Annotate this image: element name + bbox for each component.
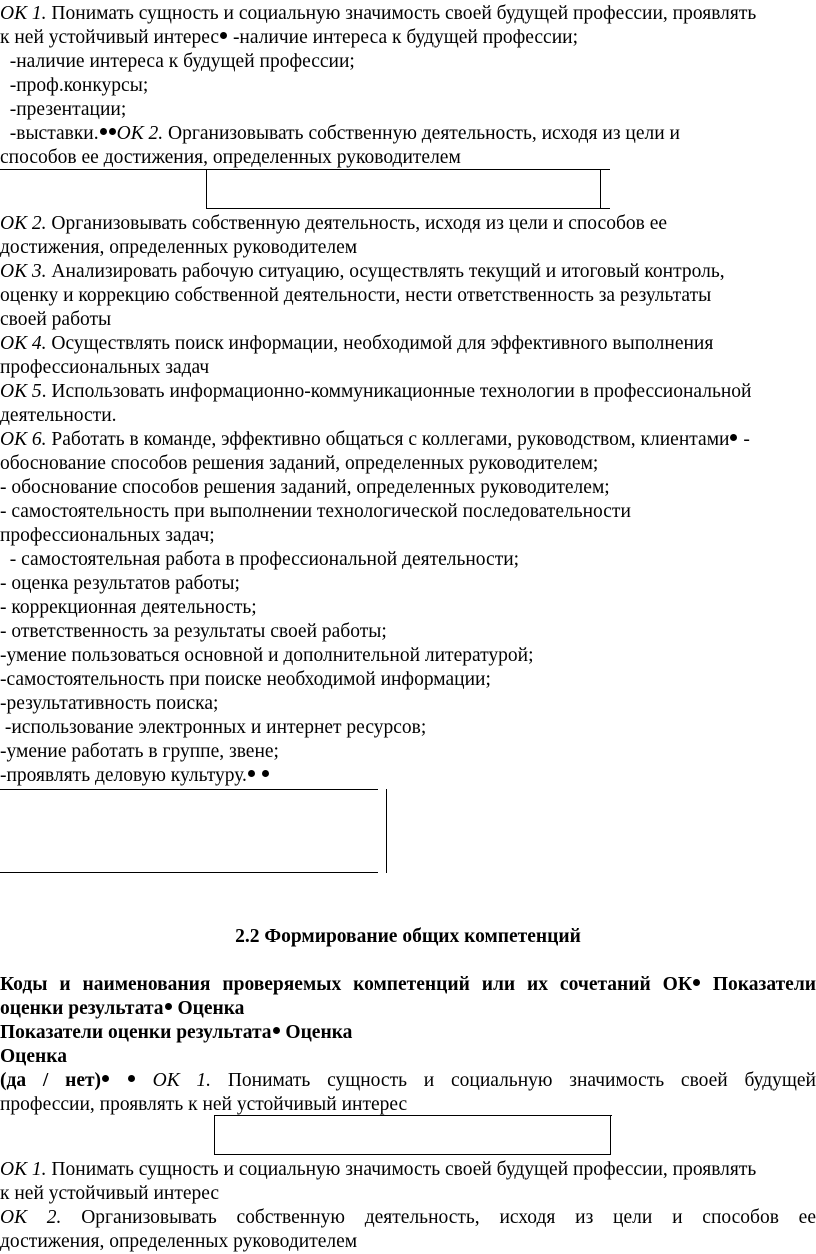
list-item: -самостоятельность при поиске необходимой информации; (0, 669, 491, 690)
ok3-line: ОК 3. Анализировать рабочую ситуацию, осуществлять текущий и итоговый контроль, (0, 261, 725, 282)
paragraph-line: оценку и коррекцию собственной деятельности, нести ответственность за результаты (0, 285, 712, 306)
table-rule (206, 169, 207, 209)
table-rule (0, 169, 610, 170)
ok1-code: ОК 1. (0, 3, 47, 24)
list-item: - самостоятельная работа в профессиональной деятельности; (0, 549, 520, 570)
table-header-line: оценки результата Оценка (0, 998, 245, 1019)
list-item: - оценка результатов работы; (0, 573, 240, 594)
ok1-line (0, 2, 756, 26)
list-item: -проф.конкурсы; (0, 75, 149, 96)
list-item: -наличие интереса к будущей профессии; (0, 51, 355, 72)
bullet-icon (128, 1075, 135, 1082)
ok1-line: (да / нет) ОК 1. Понимать сущность и социальную значимость своей будущей (0, 1070, 816, 1091)
table-rule (600, 169, 601, 209)
paragraph-line: способов ее достижения, определенных руководителем (0, 147, 461, 168)
bullet-icon (220, 32, 227, 39)
table-rule (214, 1154, 611, 1155)
ok2-line: ОК 2. Организовывать собственную деятельность, исходя из цели и способов ее (0, 1207, 816, 1228)
paragraph-line: деятельности. (0, 405, 117, 426)
bullet-icon (100, 128, 107, 135)
list-item: -проявлять деловую культуру. (0, 764, 270, 788)
section-heading: 2.2 Формирование общих компетенций (235, 926, 581, 947)
bullet-icon (262, 770, 269, 777)
list-item: -результативность поиска; (0, 693, 219, 714)
ok1-line-2: к ней устойчивый интерес -наличие интереса к будущей профессии; (0, 27, 579, 48)
paragraph-line: достижения, определенных руководителем (0, 237, 358, 258)
list-item: - ответственность за результаты своей работы; (0, 621, 387, 642)
bullet-icon (693, 979, 700, 986)
table-header-line: Показатели оценки результата Оценка (0, 1022, 353, 1043)
ok5-line: ОК 5. Использовать информационно-коммуникационные технологии в профессиональной (0, 381, 752, 402)
bullet-icon (730, 434, 737, 441)
bullet-icon (165, 1003, 172, 1010)
paragraph-line: своей работы (0, 309, 112, 330)
ok1-line: ОК 1. Понимать сущность и социальную значимость своей будущей профессии, проявлять (0, 1159, 757, 1180)
bullet-icon (109, 128, 116, 135)
bullet-icon (248, 770, 255, 777)
list-item: - коррекционная деятельность; (0, 597, 257, 618)
table-header-line: Оценка (0, 1046, 67, 1067)
list-item: -умение работать в группе, звене; (0, 741, 279, 762)
ok2-line: ОК 2. Организовывать собственную деятельность, исходя из цели и способов ее (0, 213, 668, 234)
bullet-icon (102, 1075, 109, 1082)
bullet-icon (273, 1027, 280, 1034)
list-item: -выставки. ОК 2. Организовывать собственную деятельность, исходя из цели и (0, 123, 680, 144)
ok4-line: ОК 4. Осуществлять поиск информации, необходимой для эффективного выполнения (0, 333, 714, 354)
table-rule (0, 789, 378, 790)
paragraph-line: к ней устойчивый интерес (0, 1183, 220, 1204)
table-rule (610, 1115, 611, 1155)
table-rule (214, 1115, 612, 1116)
paragraph-line: профессиональных задач (0, 357, 210, 378)
ok6-line: ОК 6. Работать в команде, эффективно общаться с коллегами, руководством, клиентами - (0, 429, 750, 450)
list-item: - самостоятельность при выполнении технологической последовательности (0, 501, 631, 522)
list-item: обоснование способов решения заданий, определенных руководителем; (0, 453, 599, 474)
list-item: профессиональных задач; (0, 525, 215, 546)
table-rule (386, 789, 387, 873)
table-rule (214, 1115, 215, 1155)
paragraph-line: достижения, определенных руководителем (0, 1231, 358, 1252)
list-item: - обоснование способов решения заданий, определенных руководителем; (0, 477, 610, 498)
list-item: -умение пользоваться основной и дополнительной литературой; (0, 645, 534, 666)
table-header-line: Коды и наименования проверяемых компетенций или их сочетаний ОК Показатели (0, 974, 816, 995)
list-item: -презентации; (0, 99, 127, 120)
table-rule (206, 208, 610, 209)
ok1-text: Понимать сущность и социальную значимость своей будущей профессии, проявлять (46, 3, 757, 24)
list-item: -использование электронных и интернет ресурсов; (0, 717, 427, 738)
paragraph-line: профессии, проявлять к ней устойчивый интерес (0, 1094, 408, 1115)
table-rule (0, 872, 378, 873)
